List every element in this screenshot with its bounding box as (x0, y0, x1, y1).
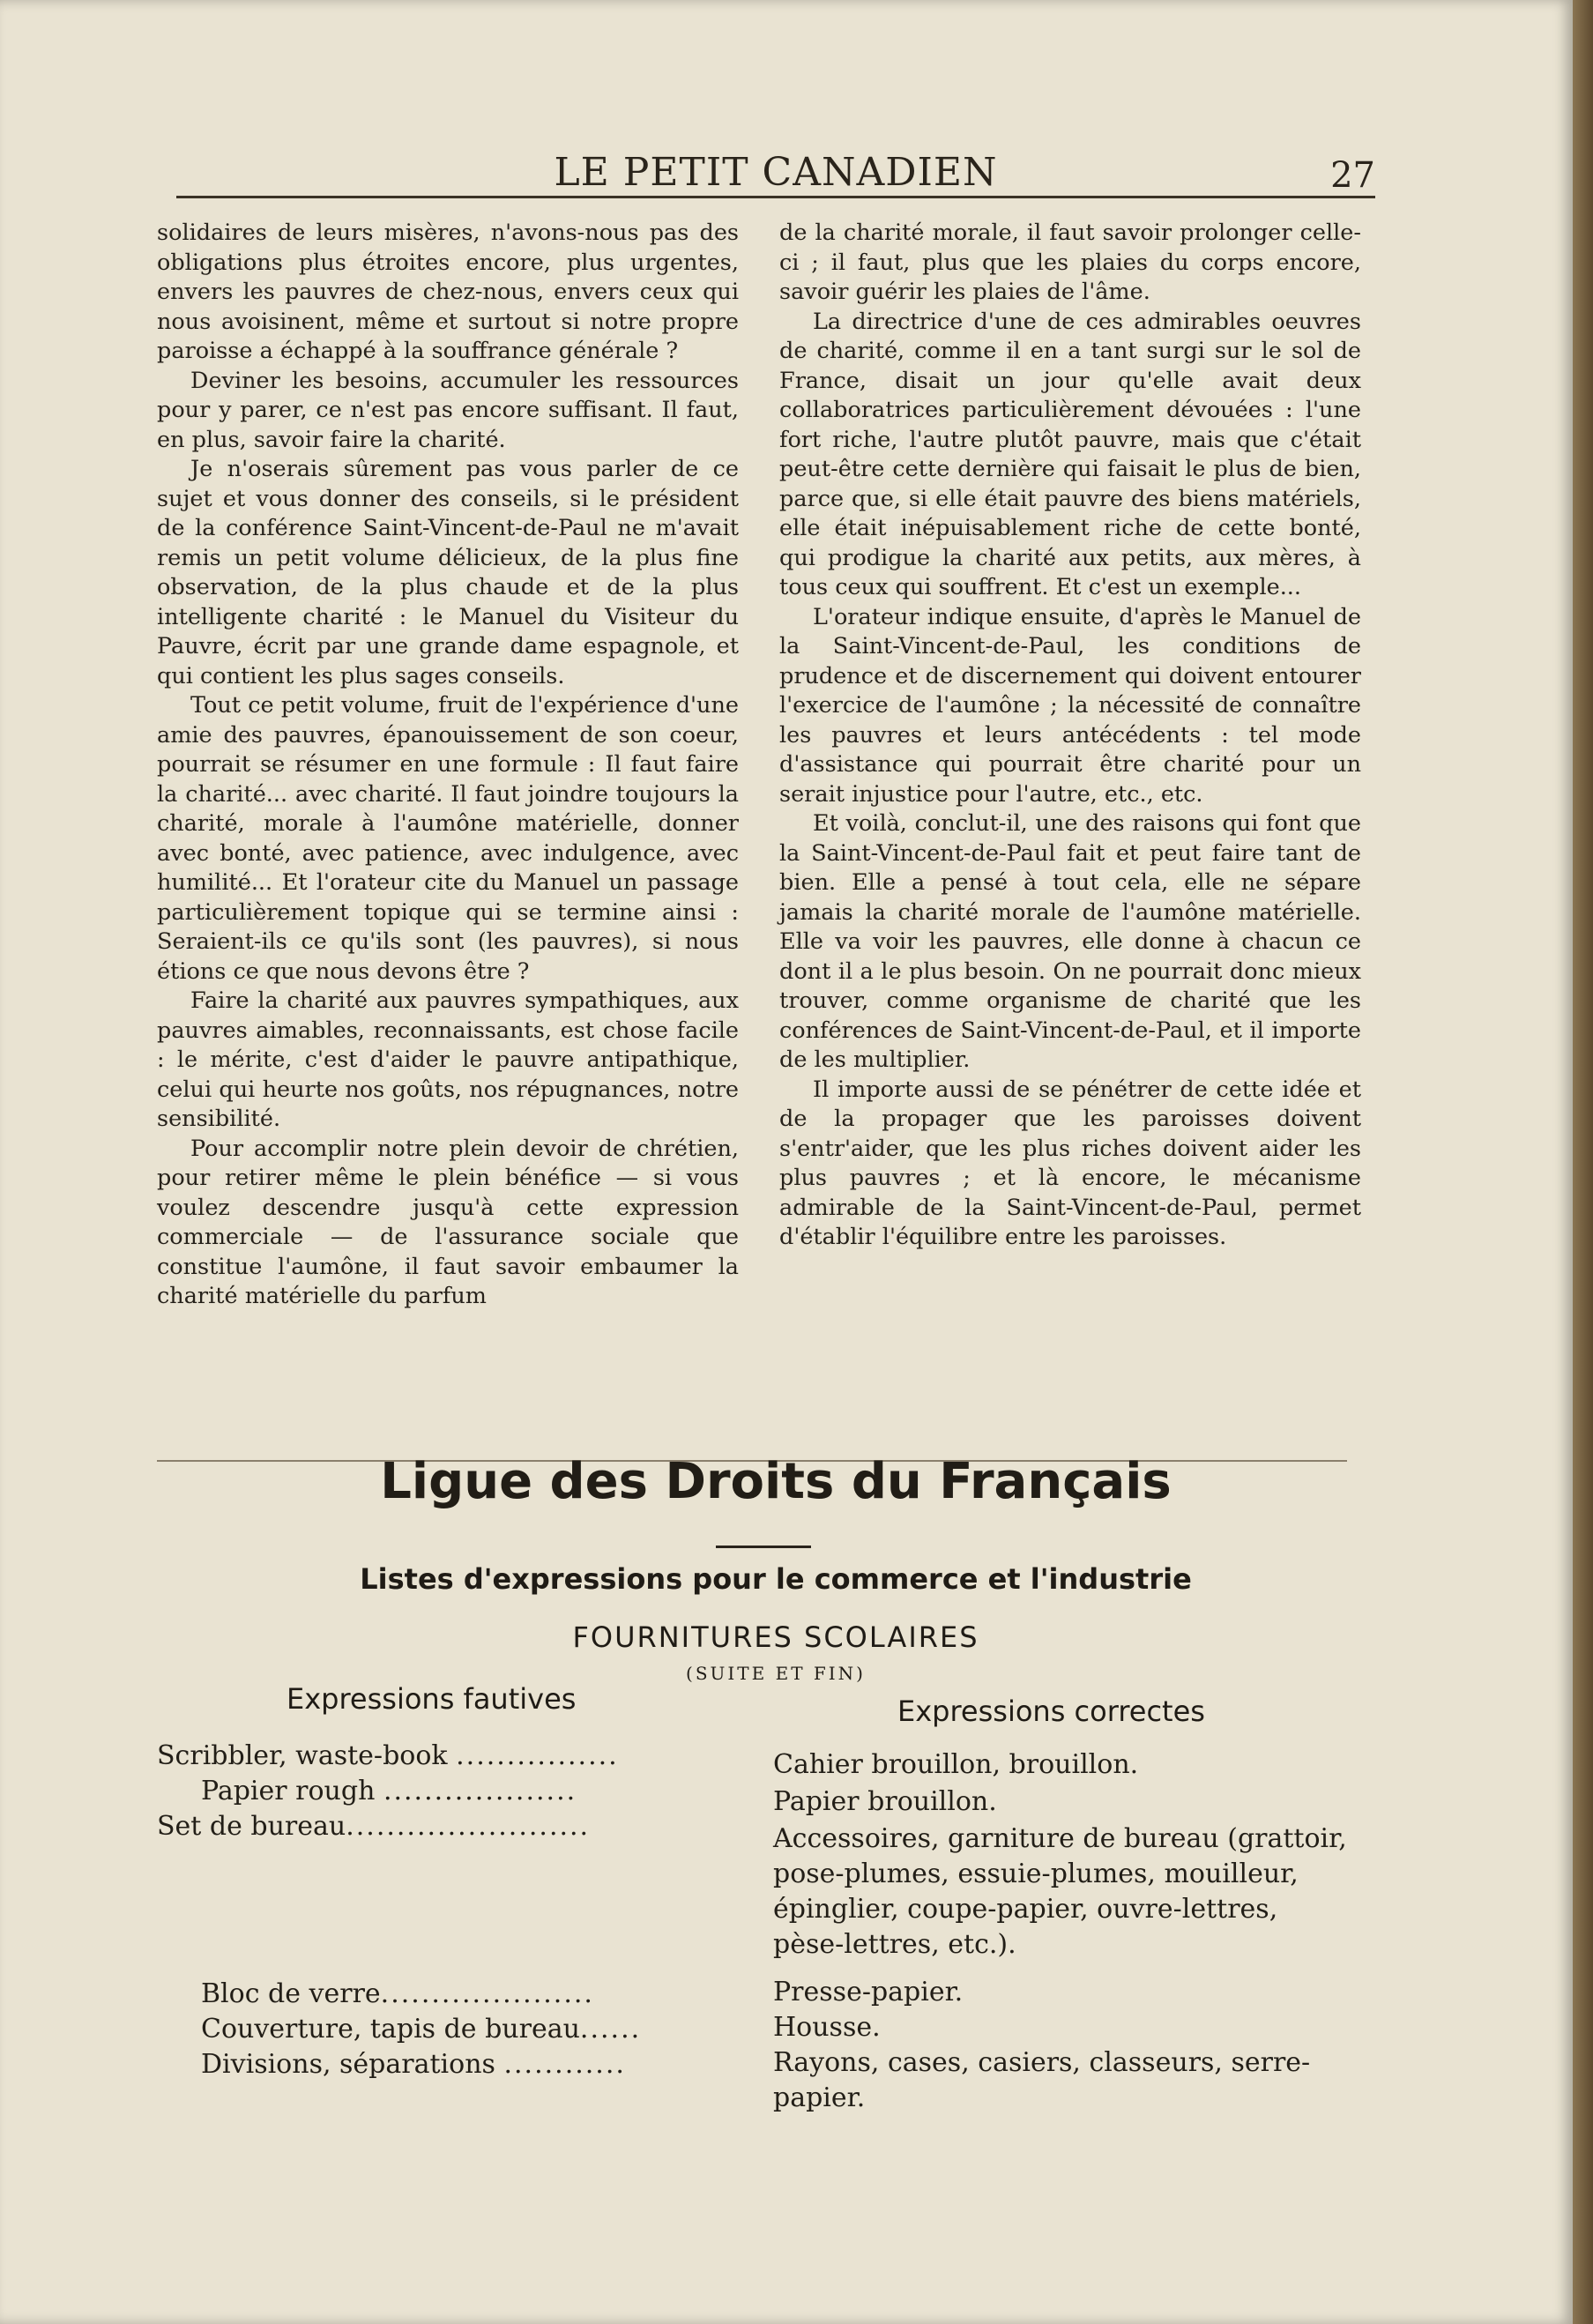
list-item: Presse-papier. (773, 1977, 964, 2007)
list-item: Rayons, cases, casiers, classeurs, serre-papier. (773, 2047, 1311, 2113)
page-header (176, 150, 1375, 203)
category-title: FOURNITURES SCOLAIRES (572, 1620, 979, 1654)
list-item: Set de bureau........................ (157, 1811, 591, 1842)
journal-title: LE PETIT CANADIEN (554, 150, 998, 195)
list-item: Divisions, séparations ............ (201, 2049, 626, 2080)
list-item: Cahier brouillon, brouillon. (773, 1749, 1139, 1780)
left-column (157, 219, 739, 1312)
paragraph: Tout ce petit volume, fruit de l'expérience d'une amie des pauvres, épanouissement de son coeur, pourrait se résumer en une formule : Il faut faire la charité... avec charité. Il faut joindre toujours la charité, morale à l'aumône matérielle, donner avec bonté, avec patience, avec indulgence, avec humilité... Et l'orateur cite du Manuel un passage particulièrement topique qui se termine ainsi : Seraient-ils ce qu'ils sont (les pauvres), si nous étions ce que nous devons être ? (157, 692, 739, 985)
title-rule (716, 1546, 811, 1548)
list-item: Housse. (773, 2012, 881, 2043)
wrong-expressions-list (157, 1739, 739, 2091)
list-item: Couverture, tapis de bureau...... (201, 2014, 642, 2045)
wrong-column-heading: Expressions fautives (287, 1682, 577, 1716)
right-column (779, 219, 1361, 1253)
paragraph: L'orateur indique ensuite, d'après le Manuel de la Saint-Vincent-de-Paul, les conditions de prudence et de discernement qui doivent entourer l'exercice de l'aumône ; la nécessité de connaître les pauvres et leurs antécédents : tel mode d'assistance qui pourrait être charité pour un serait injustice pour l'autre, etc., etc. (779, 603, 1361, 808)
section-subtitle: Listes d'expressions pour le commerce et l'industrie (360, 1562, 1192, 1596)
paragraph: solidaires de leurs misères, n'avons-nous pas des obligations plus étroites encore, plus urgentes, envers les pauvres de chez-nous, envers ceux qui nous avoisinent, même et surtout si notre propre paroisse a échappé à la souffrance générale ? (157, 220, 739, 364)
paragraph: de la charité morale, il faut savoir prolonger celle-ci ; il faut, plus que les plaies du corps encore, savoir guérir les plaies de l'âme. (779, 220, 1361, 305)
list-item: Papier brouillon. (773, 1786, 997, 1817)
list-item: Papier rough ................... (201, 1776, 577, 1806)
page-spine (1573, 0, 1593, 2324)
right-column-heading: Expressions correctes (897, 1695, 1205, 1728)
list-item: Scribbler, waste-book ................ (157, 1740, 619, 1771)
list-item: Bloc de verre..................... (201, 1978, 594, 2009)
list-item: Accessoires, garniture de bureau (grattoir, pose-plumes, essuie-plumes, mouilleur, épinglier, coupe-papier, ouvre-lettres, pèse-lettres, etc.). (773, 1823, 1347, 1960)
paragraph: Faire la charité aux pauvres sympathiques, aux pauvres aimables, reconnaissants, est chose facile : le mérite, c'est d'aider le pauvre antipathique, celui qui heurte nos goûts, nos répugnances, notre sensibilité. (157, 987, 739, 1132)
suite-note: (SUITE ET FIN) (686, 1663, 866, 1684)
page-number: 27 (1330, 155, 1375, 196)
paragraph: Pour accomplir notre plein devoir de chrétien, pour retirer même le plein bénéfice — si vous voulez descendre jusqu'à cette expression commerciale — de l'assurance sociale que constitue l'aumône, il faut savoir embaumer la charité matérielle du parfum (157, 1135, 739, 1309)
paragraph: Et voilà, conclut-il, une des raisons qui font que la Saint-Vincent-de-Paul fait et peut faire tant de bien. Elle a pensé à tout cela, elle ne sépare jamais la charité morale de l'aumône matérielle. Elle va voir les pauvres, elle donne à chacun ce dont il a le plus besoin. On ne pourrait donc mieux trouver, comme organisme de charité que les conférences de Saint-Vincent-de-Paul, et il importe de les multiplier. (779, 810, 1361, 1073)
correct-expressions-list (773, 1747, 1355, 2118)
header-rule (176, 196, 1375, 198)
paragraph: La directrice d'une de ces admirables oeuvres de charité, comme il en a tant surgi sur le sol de France, disait un jour qu'elle avait deux collaboratrices particulièrement dévouées : l'une fort riche, l'autre plutôt pauvre, mais que c'était peut-être cette dernière qui faisait le plus de bien, parce que, si elle était pauvre des biens matériels, elle était inépuisablement riche de cette bonté, qui prodigue la charité aux petits, aux mères, à tous ceux qui souffrent. Et c'est un exemple... (779, 308, 1361, 600)
section-title: Ligue des Droits du Français (380, 1453, 1172, 1510)
paragraph: Deviner les besoins, accumuler les ressources pour y parer, ce n'est pas encore suffisant. Il faut, en plus, savoir faire la charité. (157, 367, 739, 453)
paragraph: Je n'oserais sûrement pas vous parler de ce sujet et vous donner des conseils, si le président de la conférence Saint-Vincent-de-Paul ne m'avait remis un petit volume délicieux, de la plus fine observation, de la plus chaude et de la plus intelligente charité : le Manuel du Visiteur du Pauvre, écrit par une grande dame espagnole, et qui contient les plus sages conseils. (157, 456, 739, 689)
paragraph: Il importe aussi de se pénétrer de cette idée et de la propager que les paroisses doivent s'entr'aider, que les plus riches doivent aider les plus pauvres ; et là encore, le mécanisme admirable de la Saint-Vincent-de-Paul, permet d'établir l'équilibre entre les paroisses. (779, 1076, 1361, 1250)
